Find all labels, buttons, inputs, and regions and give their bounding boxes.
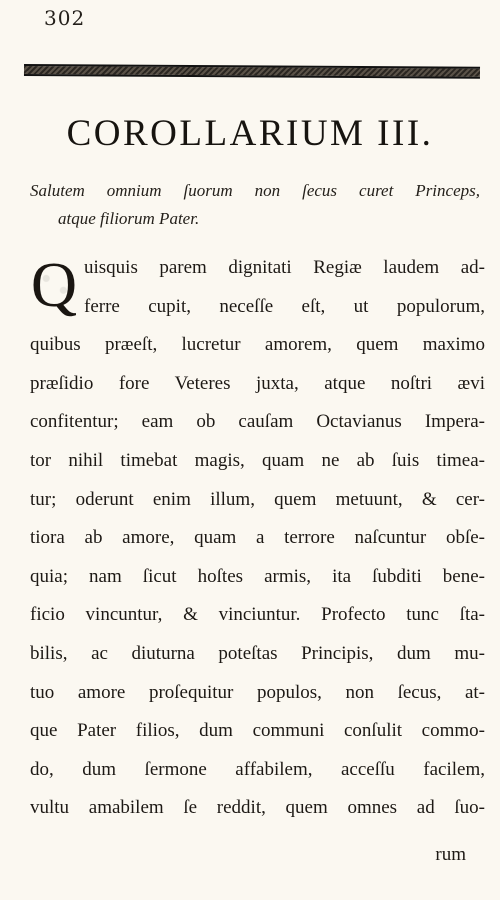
body-line: do, dum ſermone affabilem, acceſſu facilem, <box>30 758 485 780</box>
body-line: tur; oderunt enim illum, quem metuunt, & cer- <box>30 488 485 510</box>
body-line: vultu amabilem ſe reddit, quem omnes ad ſuo- <box>30 797 485 819</box>
body-line: tuo amore proſequitur populos, non ſecus, at- <box>30 681 485 703</box>
body-line: uisquis parem dignitati Regiæ laudem ad- <box>84 257 485 278</box>
chapter-title: COROLLARIUM III. <box>66 113 434 154</box>
catchword: rum <box>435 844 466 865</box>
body-text <box>30 249 485 828</box>
chapter-summary <box>30 177 480 233</box>
body-line: ficio vincuntur, & vinciuntur. Profecto tunc ſta- <box>30 604 485 626</box>
summary-line: Salutem omnium ſuorum non ſecus curet Princeps, <box>30 181 480 200</box>
body-line: quia; nam ſicut hoſtes armis, ita ſubditi bene- <box>30 565 485 587</box>
body-line: bilis, ac diuturna poteſtas Principis, dum mu- <box>30 642 485 664</box>
body-line: tor nihil timebat magis, quam ne ab ſuis timea- <box>30 449 485 471</box>
body-line: tiora ab amore, quam a terrore naſcuntur obſe- <box>30 527 485 549</box>
body-line: præſidio fore Veteres juxta, atque noſtri ævi <box>30 372 485 394</box>
body-line: quibus præeſt, lucretur amorem, quem maximo <box>30 334 485 356</box>
body-line: que Pater filios, dum communi conſulit commo- <box>30 720 485 742</box>
body-line: confitentur; eam ob cauſam Octavianus Impera- <box>30 411 485 433</box>
page-number: 302 <box>44 6 86 30</box>
summary-line: atque filiorum Pater. <box>58 209 200 228</box>
drop-cap: Q <box>28 252 80 318</box>
decorative-rule <box>24 64 480 79</box>
body-line: ferre cupit, neceſſe eſt, ut populorum, <box>84 295 485 317</box>
